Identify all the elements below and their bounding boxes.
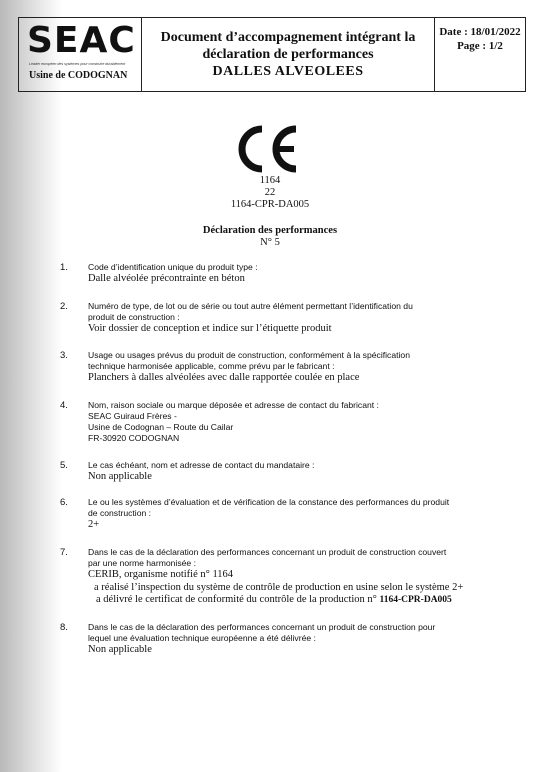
- manufacturer-name: SEAC Guiraud Frères -: [88, 411, 177, 421]
- notified-body: CERIB, organisme notifié n° 1164: [88, 569, 234, 580]
- inspection-statement: a réalisé l’inspection du système de contrôle de production en usine selon le système 2+: [94, 581, 464, 593]
- section-question-line-1: Dans le cas de la déclaration des performances concernant un produit de construction couvert: [88, 547, 447, 557]
- certificate-number: 1164-CPR-DA005: [379, 595, 452, 605]
- section-number: 2.: [60, 301, 68, 312]
- declaration-heading: [170, 225, 370, 249]
- section-number: 1.: [60, 262, 68, 273]
- section-question-line-1: Le ou les systèmes d’évaluation et de vérification de la constance des performances du produit: [88, 497, 450, 507]
- section-answer: Non applicable: [88, 644, 152, 655]
- page-number: Page : 1/2: [457, 40, 503, 52]
- certificate-text: a délivré le certificat de conformité du contrôle de la production n°: [96, 594, 377, 605]
- section-answer: Dalle alvéolée précontrainte en béton: [88, 273, 245, 284]
- section-question-line-1: Usage ou usages prévus du produit de construction, conformément à la spécification: [88, 350, 410, 360]
- notified-body-number: 1164: [259, 175, 281, 186]
- section-1: [60, 262, 480, 286]
- section-answer: Planchers à dalles alvéolées avec dalle rapportée coulée en place: [88, 372, 360, 383]
- section-question-line-2: lequel une évaluation technique européenne a été délivrée :: [88, 633, 316, 643]
- section-question-line-2: de construction :: [88, 508, 152, 518]
- logo-cell: [19, 18, 142, 91]
- certificate-statement: [96, 594, 480, 607]
- title-line-1: Document d’accompagnement intégrant la: [160, 30, 416, 45]
- section-4: [60, 400, 480, 444]
- manufacturer-address-1: Usine de Codognan – Route du Cailar: [88, 422, 234, 432]
- section-number: 8.: [60, 622, 68, 633]
- title-line-3: DALLES ALVEOLEES: [212, 64, 364, 79]
- section-question-line-2: par une norme harmonisée :: [88, 558, 196, 568]
- section-question-line-1: Dans le cas de la déclaration des performances concernant un produit de construction pour: [88, 622, 436, 632]
- document-date: Date : 18/01/2022: [439, 26, 521, 38]
- section-question: Nom, raison sociale ou marque déposée et adresse de contact du fabricant :: [88, 400, 379, 410]
- declaration-title: Déclaration des performances: [202, 225, 338, 236]
- section-3: [60, 350, 480, 385]
- section-question-line-2: technique harmonisée applicable, comme prévu par le fabricant :: [88, 361, 335, 371]
- plant-name: Usine de CODOGNAN: [29, 70, 128, 81]
- seac-logo: SEAC: [27, 20, 136, 61]
- section-2: [60, 301, 480, 336]
- section-question: Code d’identification unique du produit type :: [88, 262, 258, 272]
- date-cell: [435, 18, 525, 91]
- section-answer: Non applicable: [88, 471, 152, 482]
- title-cell: [142, 18, 435, 91]
- ce-certificate: 1164-CPR-DA005: [230, 199, 310, 210]
- ce-year: 22: [264, 187, 276, 198]
- title-line-2: déclaration de performances: [202, 47, 374, 62]
- ce-mark-icon: [236, 123, 302, 175]
- section-7: [60, 547, 480, 607]
- section-question: Le cas échéant, nom et adresse de contact du mandataire :: [88, 460, 315, 470]
- section-8: [60, 622, 480, 657]
- section-number: 6.: [60, 497, 68, 508]
- section-question-line-2: produit de construction :: [88, 312, 180, 322]
- section-answer: 2+: [88, 519, 100, 530]
- ce-info: [170, 175, 370, 211]
- section-question-line-1: Numéro de type, de lot ou de série ou tout autre élément permettant l’identification du: [88, 301, 413, 311]
- section-6: [60, 497, 480, 532]
- section-number: 5.: [60, 460, 68, 471]
- header-table: [18, 17, 526, 92]
- section-number: 3.: [60, 350, 68, 361]
- manufacturer-address-2: FR-30920 CODOGNAN: [88, 433, 180, 443]
- declaration-number: N° 5: [260, 237, 280, 248]
- logo-tagline: Leader européen des systèmes pour construire durablement: [29, 62, 126, 66]
- section-5: [60, 460, 480, 484]
- section-number: 7.: [60, 547, 68, 558]
- section-number: 4.: [60, 400, 68, 411]
- section-answer: Voir dossier de conception et indice sur l’étiquette produit: [88, 323, 332, 334]
